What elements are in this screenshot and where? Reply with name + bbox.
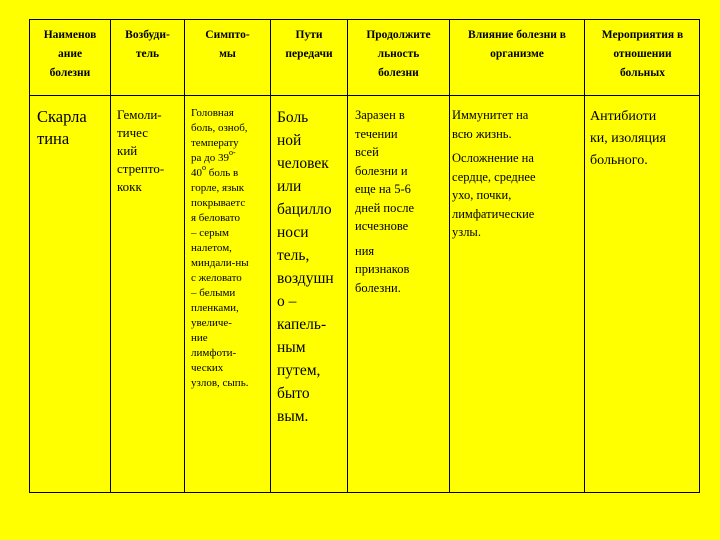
header-duration: Продолжите льность болезни	[366, 29, 431, 79]
disease-table	[29, 19, 700, 493]
header-transmission: Пути передачи	[285, 29, 333, 60]
header-measures: Мероприятия в отношении больных	[601, 29, 684, 79]
header-pathogen: Возбуди- тель	[125, 29, 170, 60]
header-effect: Влияние болезни в организме	[468, 29, 566, 60]
column-divider	[584, 20, 585, 492]
column-divider	[184, 20, 185, 492]
cell-measures: Антибиоти ки, изоляция больного.	[590, 109, 666, 168]
cell-effect: Иммунитет на всю жизнь. Осложнение на сердце, среднее ухо, почки, лимфатические узлы.	[452, 108, 536, 239]
header-divider	[30, 95, 699, 96]
column-divider	[270, 20, 271, 492]
cell-disease-name: Скарла тина	[37, 107, 87, 148]
header-name: Наименов ание болезни	[43, 29, 97, 79]
cell-pathogen: Гемоли- тичес кий стрепто- кокк	[117, 107, 165, 194]
cell-duration: Заразен в течении всей болезни и еще на 5-6 дней после исчезнове ния признаков болезни.	[355, 108, 414, 295]
cell-symptoms: Головная боль, озноб, температу ра до $39^{о-}$ $40^о$ боль в горле, язык покрываетс я беловато – серым налетом, миндали-ны с желовато – белыми пленками, увеличе- ние лимфоти- ческих узлов, сыпь.	[191, 107, 249, 389]
column-divider	[449, 20, 450, 492]
cell-transmission: Боль ной человек или бацилло носи тель, воздушн о – капель- ным путем, быто вым.	[277, 109, 334, 425]
header-symptoms: Симпто- мы	[205, 29, 250, 60]
column-divider	[347, 20, 348, 492]
column-divider	[110, 20, 111, 492]
